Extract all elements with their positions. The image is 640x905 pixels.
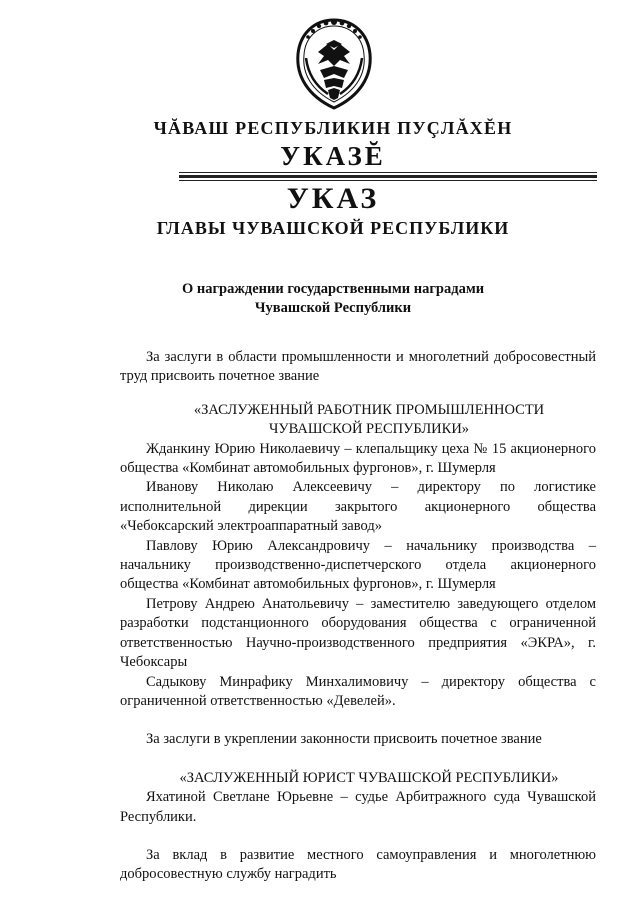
header-rule-thick [179, 175, 597, 178]
subject-line-2: Чувашской Республики [254, 300, 412, 316]
award-title-1-line-2: ЧУВАШСКОЙ РЕСПУБЛИКИ» [268, 421, 470, 438]
decree-body [120, 348, 596, 885]
awardee-item: Иванову Николаю Алексеевичу – директору по логистике исполнительной дирекции закрытого акционерного общества «Чебоксарский электроаппаратный завод» [120, 479, 596, 535]
chuvash-ukaz-title: УКАЗĔ [280, 141, 386, 171]
intro-paragraph-3: За вклад в развитие местного самоуправления и многолетнюю добросовестную службу наградить [120, 846, 596, 883]
awardee-item: Петрову Андрею Анатольевичу – заместителю заведующего отделом разработки подстанционного оборудования общества с ограниченной ответственностью Научно-производственного предприятия «ЭКРА», г. Чебоксары [120, 595, 596, 671]
chuvash-republic-coat-of-arms-icon [288, 14, 380, 114]
header-rule-bottom [179, 180, 597, 181]
intro-paragraph-2: За заслуги в укреплении законности присвоить почетное звание [146, 731, 542, 748]
awardee-item: Садыкову Минрафику Минхалимовичу – директору общества с ограниченной ответственностью «Девелей». [120, 673, 596, 709]
decree-subject [0, 280, 640, 318]
russian-subtitle: ГЛАВЫ ЧУВАШСКОЙ РЕСПУБЛИКИ [156, 218, 510, 238]
awardee-item: Жданкину Юрию Николаевичу – клепальщику цеха № 15 акционерного общества «Комбинат автомобильных фургонов», г. Шумерля [120, 440, 596, 477]
award-title-2: «ЗАСЛУЖЕННЫЙ ЮРИСТ ЧУВАШСКОЙ РЕСПУБЛИКИ» [179, 769, 559, 786]
awardee-item: Яхатиной Светлане Юрьевне – судье Арбитражного суда Чувашской Республики. [120, 789, 596, 825]
subject-line-1: О награждении государственными наградами [181, 281, 485, 297]
russian-ukaz-title: УКАЗ [286, 182, 380, 215]
award-title-1-line-1: «ЗАСЛУЖЕННЫЙ РАБОТНИК ПРОМЫШЛЕННОСТИ [193, 401, 545, 418]
intro-paragraph-1: За заслуги в области промышленности и многолетний добросовестный труд присвоить почетное звание [120, 349, 596, 385]
chuvash-header-title: ЧĂВАШ РЕСПУБЛИКИН ПУÇЛĂХĔН [153, 118, 513, 138]
header-rule-top [179, 172, 597, 173]
awardee-item: Павлову Юрию Александровичу – начальнику производства – начальнику производственно-диспетчерского отдела акционерного общества «Комбинат автомобильных фургонов», г. Шумерля [120, 537, 596, 593]
